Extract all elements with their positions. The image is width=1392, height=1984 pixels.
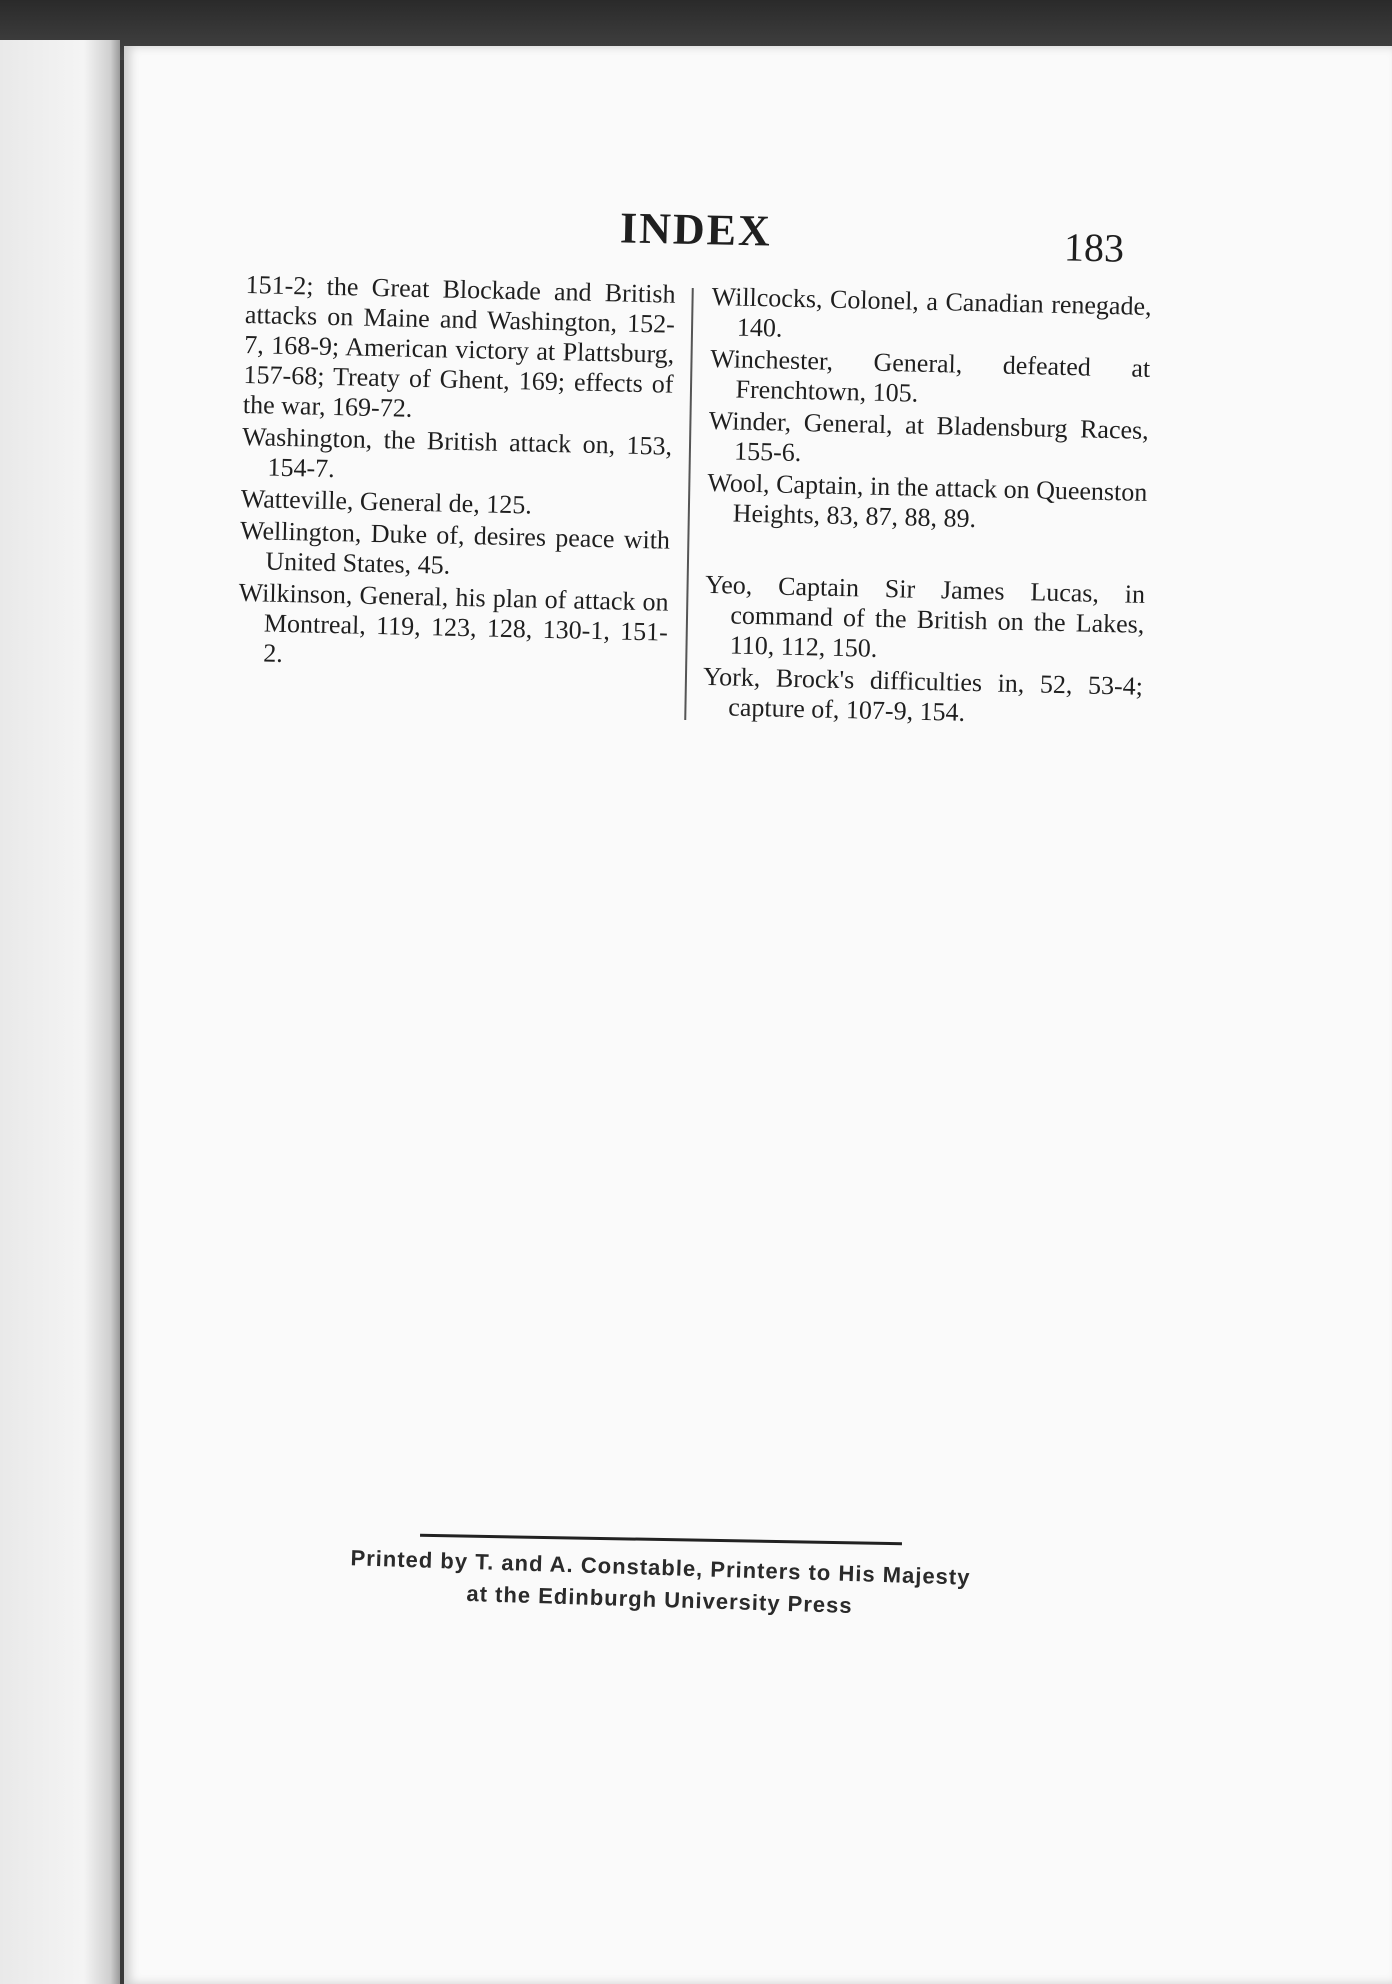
index-column-right	[702, 282, 1152, 734]
page-number: 183	[1063, 224, 1125, 271]
index-entry: Wellington, Duke of, desires peace with United States, 45.	[239, 515, 671, 580]
index-entry: Wilkinson, General, his plan of attack on Montreal, 119, 123, 128, 130-1, 151-2.	[238, 577, 669, 668]
index-entry: Willcocks, Colonel, a Canadian renegade, 140.	[711, 282, 1152, 343]
page-title: INDEX	[619, 203, 773, 256]
index-column-left	[237, 270, 676, 680]
index-entry: Wool, Captain, in the attack on Queenston Heights, 83, 87, 88, 89.	[707, 467, 1148, 534]
index-entry: Yeo, Captain Sir James Lucas, in command of the British on the Lakes, 110, 112, 150.	[704, 569, 1146, 663]
index-entry: Winchester, General, defeated at Frenchtown, 105.	[709, 343, 1151, 408]
facing-page-edge	[0, 40, 120, 1984]
index-entry: Winder, General, at Bladensburg Races, 155-6.	[708, 405, 1150, 468]
index-entry: Washington, the British attack on, 153, 154-7.	[241, 421, 673, 484]
imprint-line: Printed by T. and A. Constable, Printers to His Majesty	[350, 1545, 971, 1590]
index-entry: York, Brock's difficulties in, 52, 53-4; capture of, 107-9, 154.	[702, 661, 1144, 727]
imprint-line: at the Edinburgh University Press	[466, 1580, 853, 1619]
index-entry: Watteville, General de, 125.	[240, 483, 533, 520]
index-entry: 151-2; the Great Blockade and British attacks on Maine and Washington, 152-7, 168-9; American victory at Plattsburg, 157-68; Treaty of Ghent, 169; effects of the war, 169-72.	[242, 270, 676, 423]
